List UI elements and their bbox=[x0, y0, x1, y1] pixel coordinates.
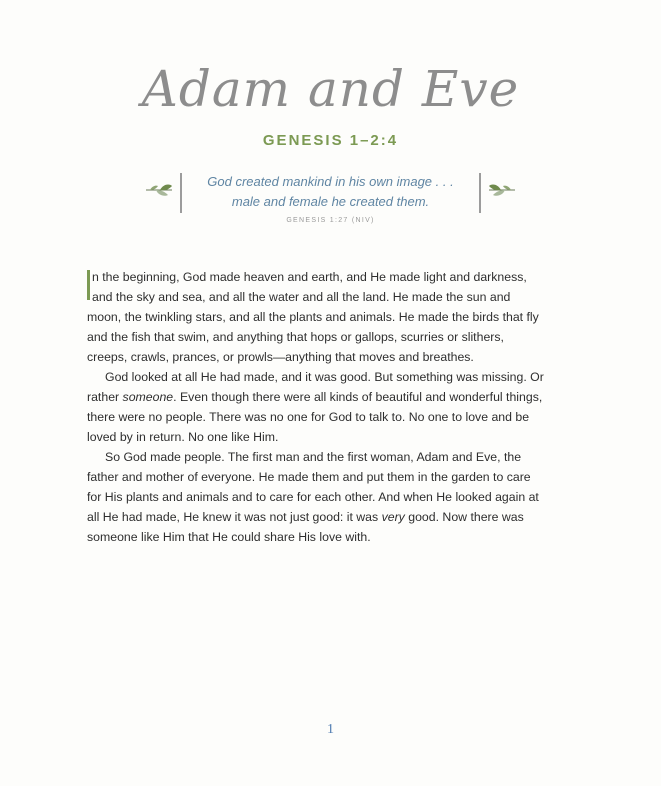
verse-text bbox=[190, 172, 471, 212]
drop-initial-bar bbox=[87, 270, 90, 300]
verse-divider-right bbox=[479, 173, 481, 213]
paragraph-1: n the beginning, God made heaven and earth, and He made light and darkness, and the sky and sea, and all the water and all the land. He made the sun and moon, the twinkling stars, and all the plants and animals. He made the birds that fly and the fish that swim, and anything that hops or gallops, scurries or slithers, creeps, crawls, prances, or prowls—anything that moves and breathes. bbox=[87, 270, 539, 364]
verse-line-1: God created mankind in his own image . . . bbox=[207, 174, 454, 189]
paragraph-3: So God made people. The first man and the first woman, Adam and Eve, the father and mother of everyone. He made them and put them in the garden to care for His plants and animals and to care for each other. And when He looked again at all He had made, He knew it was not just good: it was very good. Now there was someone like Him that He could share His love with. bbox=[87, 450, 539, 544]
verse-divider-left bbox=[180, 173, 182, 213]
verse-line-2: male and female he created them. bbox=[231, 194, 430, 209]
story-body bbox=[87, 267, 547, 547]
verse-callout bbox=[140, 170, 521, 220]
leaf-sprig-icon bbox=[487, 182, 517, 198]
scripture-reference: GENESIS 1–2:4 bbox=[262, 132, 399, 149]
page-number: 1 bbox=[327, 722, 334, 737]
paragraph-2: God looked at all He had made, and it was good. But something was missing. Or rather someone. Even though there were all kinds of beautiful and wonderful things, there were no people. There was no one for God to talk to. No one to love and be loved by in return. No one like Him. bbox=[87, 370, 544, 444]
chapter-title: Adam and Eve bbox=[141, 60, 520, 118]
verse-source: GENESIS 1:27 (NIV) bbox=[286, 217, 375, 224]
leaf-sprig-icon bbox=[144, 182, 174, 198]
